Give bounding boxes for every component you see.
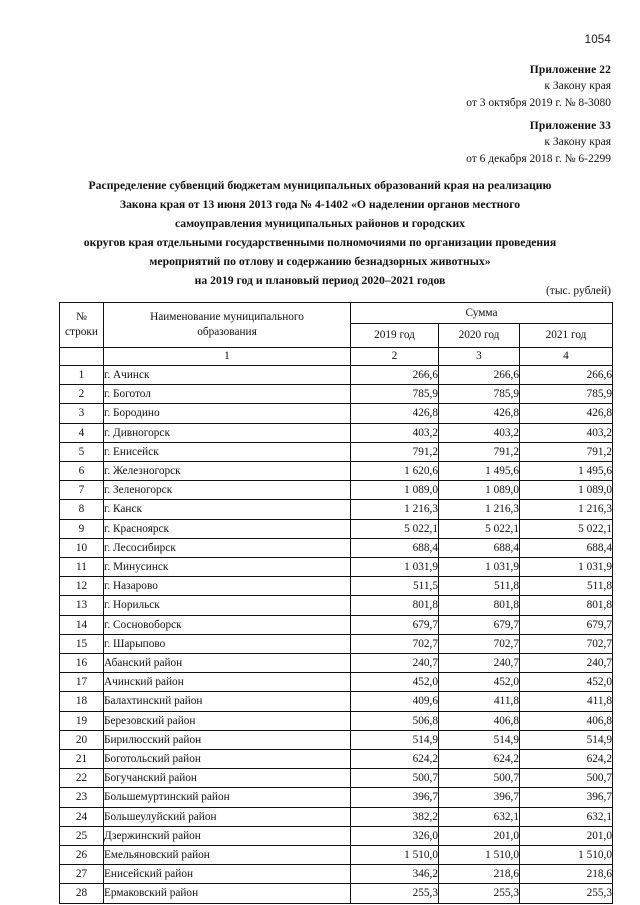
cell-amount-2021: 511,8 [520,577,613,596]
cell-row-number: 6 [60,462,104,481]
cell-municipality-name: г. Лесосибирск [104,538,351,557]
cell-amount-2020: 624,2 [439,750,520,769]
cell-amount-2021: 1 089,0 [520,481,613,500]
cell-amount-2021: 396,7 [520,788,613,807]
cell-row-number: 17 [60,673,104,692]
cell-row-number: 7 [60,481,104,500]
cell-municipality-name: г. Шарыпово [104,634,351,653]
table-row [60,366,613,385]
column-header-row-number-line2: строки [65,326,98,338]
cell-amount-2021: 679,7 [520,615,613,634]
table-row [60,730,613,749]
cell-amount-2021: 1 495,6 [520,462,613,481]
cell-amount-2020: 785,9 [439,385,520,404]
cell-amount-2020: 791,2 [439,442,520,461]
cell-amount-2020: 411,8 [439,692,520,711]
appendix-block-22 [466,62,611,111]
column-header-row-number-line1: № [76,311,87,324]
appendix-22-date-line: от 3 октября 2019 г. № 8-3080 [466,96,611,109]
table-row [60,519,613,538]
cell-row-number: 2 [60,385,104,404]
table-row [60,769,613,788]
cell-municipality-name: г. Минусинск [104,558,351,577]
table-row [60,788,613,807]
table-row [60,538,613,557]
cell-amount-2019: 511,5 [351,577,439,596]
cell-amount-2020: 396,7 [439,788,520,807]
subventions-table-wrapper [59,302,612,904]
cell-row-number: 22 [60,769,104,788]
cell-amount-2019: 688,4 [351,538,439,557]
cell-municipality-name: г. Боготол [104,385,351,404]
appendix-block-33 [466,118,611,167]
cell-amount-2019: 514,9 [351,730,439,749]
cell-amount-2019: 1 216,3 [351,500,439,519]
column-index-4: 4 [520,348,613,366]
cell-amount-2019: 1 031,9 [351,558,439,577]
cell-row-number: 8 [60,500,104,519]
table-row [60,634,613,653]
cell-amount-2021: 240,7 [520,654,613,673]
cell-amount-2021: 452,0 [520,673,613,692]
cell-amount-2019: 403,2 [351,423,439,442]
cell-amount-2019: 506,8 [351,711,439,730]
cell-amount-2019: 326,0 [351,826,439,845]
cell-amount-2020: 5 022,1 [439,519,520,538]
cell-municipality-name: Дзержинский район [104,826,351,845]
cell-amount-2021: 426,8 [520,404,613,423]
cell-amount-2019: 500,7 [351,769,439,788]
cell-amount-2020: 1 089,0 [439,481,520,500]
cell-amount-2021: 406,8 [520,711,613,730]
cell-row-number: 25 [60,826,104,845]
cell-amount-2021: 624,2 [520,750,613,769]
cell-amount-2020: 1 216,3 [439,500,520,519]
cell-amount-2019: 396,7 [351,788,439,807]
table-row [60,423,613,442]
cell-amount-2021: 702,7 [520,634,613,653]
cell-municipality-name: Березовский район [104,711,351,730]
cell-municipality-name: г. Зеленогорск [104,481,351,500]
cell-amount-2021: 791,2 [520,442,613,461]
table-row [60,865,613,884]
cell-municipality-name: Енисейский район [104,865,351,884]
cell-amount-2020: 1 510,0 [439,846,520,865]
cell-amount-2019: 382,2 [351,807,439,826]
table-row [60,500,613,519]
cell-row-number: 4 [60,423,104,442]
cell-municipality-name: г. Канск [104,500,351,519]
cell-amount-2019: 801,8 [351,596,439,615]
cell-municipality-name: г. Красноярск [104,519,351,538]
cell-row-number: 1 [60,366,104,385]
cell-row-number: 24 [60,807,104,826]
cell-municipality-name: г. Сосновоборск [104,615,351,634]
cell-amount-2019: 1 510,0 [351,846,439,865]
appendix-33-title: Приложение 33 [529,120,611,132]
cell-row-number: 23 [60,788,104,807]
cell-amount-2019: 5 022,1 [351,519,439,538]
cell-amount-2020: 702,7 [439,634,520,653]
cell-row-number: 27 [60,865,104,884]
table-row [60,692,613,711]
cell-amount-2021: 201,0 [520,826,613,845]
cell-municipality-name: г. Ачинск [104,366,351,385]
cell-amount-2020: 240,7 [439,654,520,673]
cell-amount-2020: 1 495,6 [439,462,520,481]
table-row [60,846,613,865]
appendix-33-law-line: к Закону края [544,136,611,149]
cell-municipality-name: Бирилюсский район [104,730,351,749]
appendix-22-title: Приложение 22 [529,64,611,76]
cell-amount-2020: 218,6 [439,865,520,884]
cell-amount-2019: 266,6 [351,366,439,385]
cell-row-number: 15 [60,634,104,653]
table-row [60,558,613,577]
table-row [60,404,613,423]
cell-amount-2019: 702,7 [351,634,439,653]
cell-row-number: 13 [60,596,104,615]
cell-amount-2019: 785,9 [351,385,439,404]
cell-amount-2019: 624,2 [351,750,439,769]
table-row [60,711,613,730]
column-header-sum-group: Сумма [351,303,613,324]
cell-amount-2020: 406,8 [439,711,520,730]
cell-amount-2021: 632,1 [520,807,613,826]
page-number: 1054 [584,34,611,46]
cell-amount-2020: 511,8 [439,577,520,596]
cell-municipality-name: Ермаковский район [104,884,351,903]
cell-amount-2021: 500,7 [520,769,613,788]
column-index-0 [60,348,104,366]
column-header-year-2020: 2020 год [439,324,520,348]
cell-amount-2021: 403,2 [520,423,613,442]
column-header-year-2019: 2019 год [351,324,439,348]
cell-municipality-name: Боготольский район [104,750,351,769]
subventions-table [59,302,613,904]
cell-amount-2019: 255,3 [351,884,439,903]
cell-municipality-name: Емельяновский район [104,846,351,865]
cell-amount-2019: 791,2 [351,442,439,461]
column-header-row-number [60,303,104,348]
cell-amount-2020: 632,1 [439,807,520,826]
cell-amount-2021: 5 022,1 [520,519,613,538]
cell-amount-2019: 1 620,6 [351,462,439,481]
title-line-5: мероприятий по отлову и содержанию безнадзорных животных» [149,254,491,268]
appendix-22-law-line: к Закону края [544,80,611,93]
cell-municipality-name: Большемуртинский район [104,788,351,807]
cell-amount-2020: 688,4 [439,538,520,557]
cell-row-number: 20 [60,730,104,749]
cell-amount-2021: 514,9 [520,730,613,749]
cell-municipality-name: Ачинский район [104,673,351,692]
cell-amount-2020: 801,8 [439,596,520,615]
cell-row-number: 19 [60,711,104,730]
cell-amount-2020: 255,3 [439,884,520,903]
cell-amount-2019: 452,0 [351,673,439,692]
table-row [60,577,613,596]
cell-amount-2020: 500,7 [439,769,520,788]
cell-amount-2020: 514,9 [439,730,520,749]
table-row [60,615,613,634]
table-head [60,303,613,366]
cell-amount-2021: 785,9 [520,385,613,404]
title-line-1: Распределение субвенций бюджетам муниципальных образований края на реализацию [88,179,552,192]
cell-row-number: 16 [60,654,104,673]
cell-municipality-name: Балахтинский район [104,692,351,711]
cell-amount-2020: 426,8 [439,404,520,423]
cell-municipality-name: г. Енисейск [104,442,351,461]
cell-amount-2019: 1 089,0 [351,481,439,500]
cell-municipality-name: г. Дивногорск [104,423,351,442]
cell-amount-2020: 679,7 [439,615,520,634]
column-header-municipality-line2: образования [197,326,257,338]
cell-amount-2020: 452,0 [439,673,520,692]
cell-amount-2019: 346,2 [351,865,439,884]
title-line-6: на 2019 год и плановый период 2020–2021 годов [194,273,446,287]
cell-amount-2020: 201,0 [439,826,520,845]
document-title [38,177,602,291]
cell-municipality-name: Богучанский район [104,769,351,788]
title-line-2: Закона края от 13 июня 2013 года № 4-1402 «О наделении органов местного [119,197,521,211]
table-row [60,673,613,692]
units-caption: (тыс. рублей) [545,285,611,297]
cell-amount-2019: 679,7 [351,615,439,634]
cell-amount-2021: 255,3 [520,884,613,903]
column-header-municipality-line1: Наименование муниципального [150,311,304,324]
cell-amount-2019: 409,6 [351,692,439,711]
cell-row-number: 26 [60,846,104,865]
cell-amount-2021: 801,8 [520,596,613,615]
table-row [60,826,613,845]
table-body [60,366,613,904]
cell-row-number: 11 [60,558,104,577]
cell-row-number: 5 [60,442,104,461]
cell-amount-2021: 1 031,9 [520,558,613,577]
table-head-row-1 [60,303,613,324]
cell-row-number: 12 [60,577,104,596]
cell-municipality-name: г. Назарово [104,577,351,596]
cell-amount-2021: 266,6 [520,366,613,385]
cell-row-number: 3 [60,404,104,423]
table-row [60,481,613,500]
cell-amount-2020: 403,2 [439,423,520,442]
title-line-3: самоуправления муниципальных районов и городских [174,216,466,230]
cell-amount-2020: 1 031,9 [439,558,520,577]
cell-amount-2020: 266,6 [439,366,520,385]
cell-municipality-name: Абанский район [104,654,351,673]
table-row [60,596,613,615]
cell-amount-2021: 411,8 [520,692,613,711]
column-index-3: 3 [439,348,520,366]
column-header-municipality [104,303,351,348]
cell-amount-2021: 688,4 [520,538,613,557]
table-row [60,884,613,903]
cell-amount-2021: 1 216,3 [520,500,613,519]
cell-row-number: 9 [60,519,104,538]
cell-municipality-name: г. Норильск [104,596,351,615]
cell-municipality-name: Большеулуйский район [104,807,351,826]
cell-row-number: 21 [60,750,104,769]
cell-municipality-name: г. Железногорск [104,462,351,481]
appendix-33-date-line: от 6 декабря 2018 г. № 6-2299 [466,152,611,165]
cell-amount-2021: 218,6 [520,865,613,884]
table-row [60,462,613,481]
cell-amount-2019: 426,8 [351,404,439,423]
column-index-1: 1 [104,348,351,366]
table-row [60,750,613,769]
table-row [60,385,613,404]
cell-row-number: 28 [60,884,104,903]
column-index-2: 2 [351,348,439,366]
table-row [60,807,613,826]
cell-amount-2021: 1 510,0 [520,846,613,865]
column-header-year-2021: 2021 год [520,324,613,348]
cell-amount-2019: 240,7 [351,654,439,673]
cell-municipality-name: г. Бородино [104,404,351,423]
column-index-row [60,348,613,366]
table-row [60,442,613,461]
cell-row-number: 18 [60,692,104,711]
title-line-4: округов края отдельными государственными полномочиями по организации проведения [83,235,557,249]
cell-row-number: 10 [60,538,104,557]
table-row [60,654,613,673]
cell-row-number: 14 [60,615,104,634]
